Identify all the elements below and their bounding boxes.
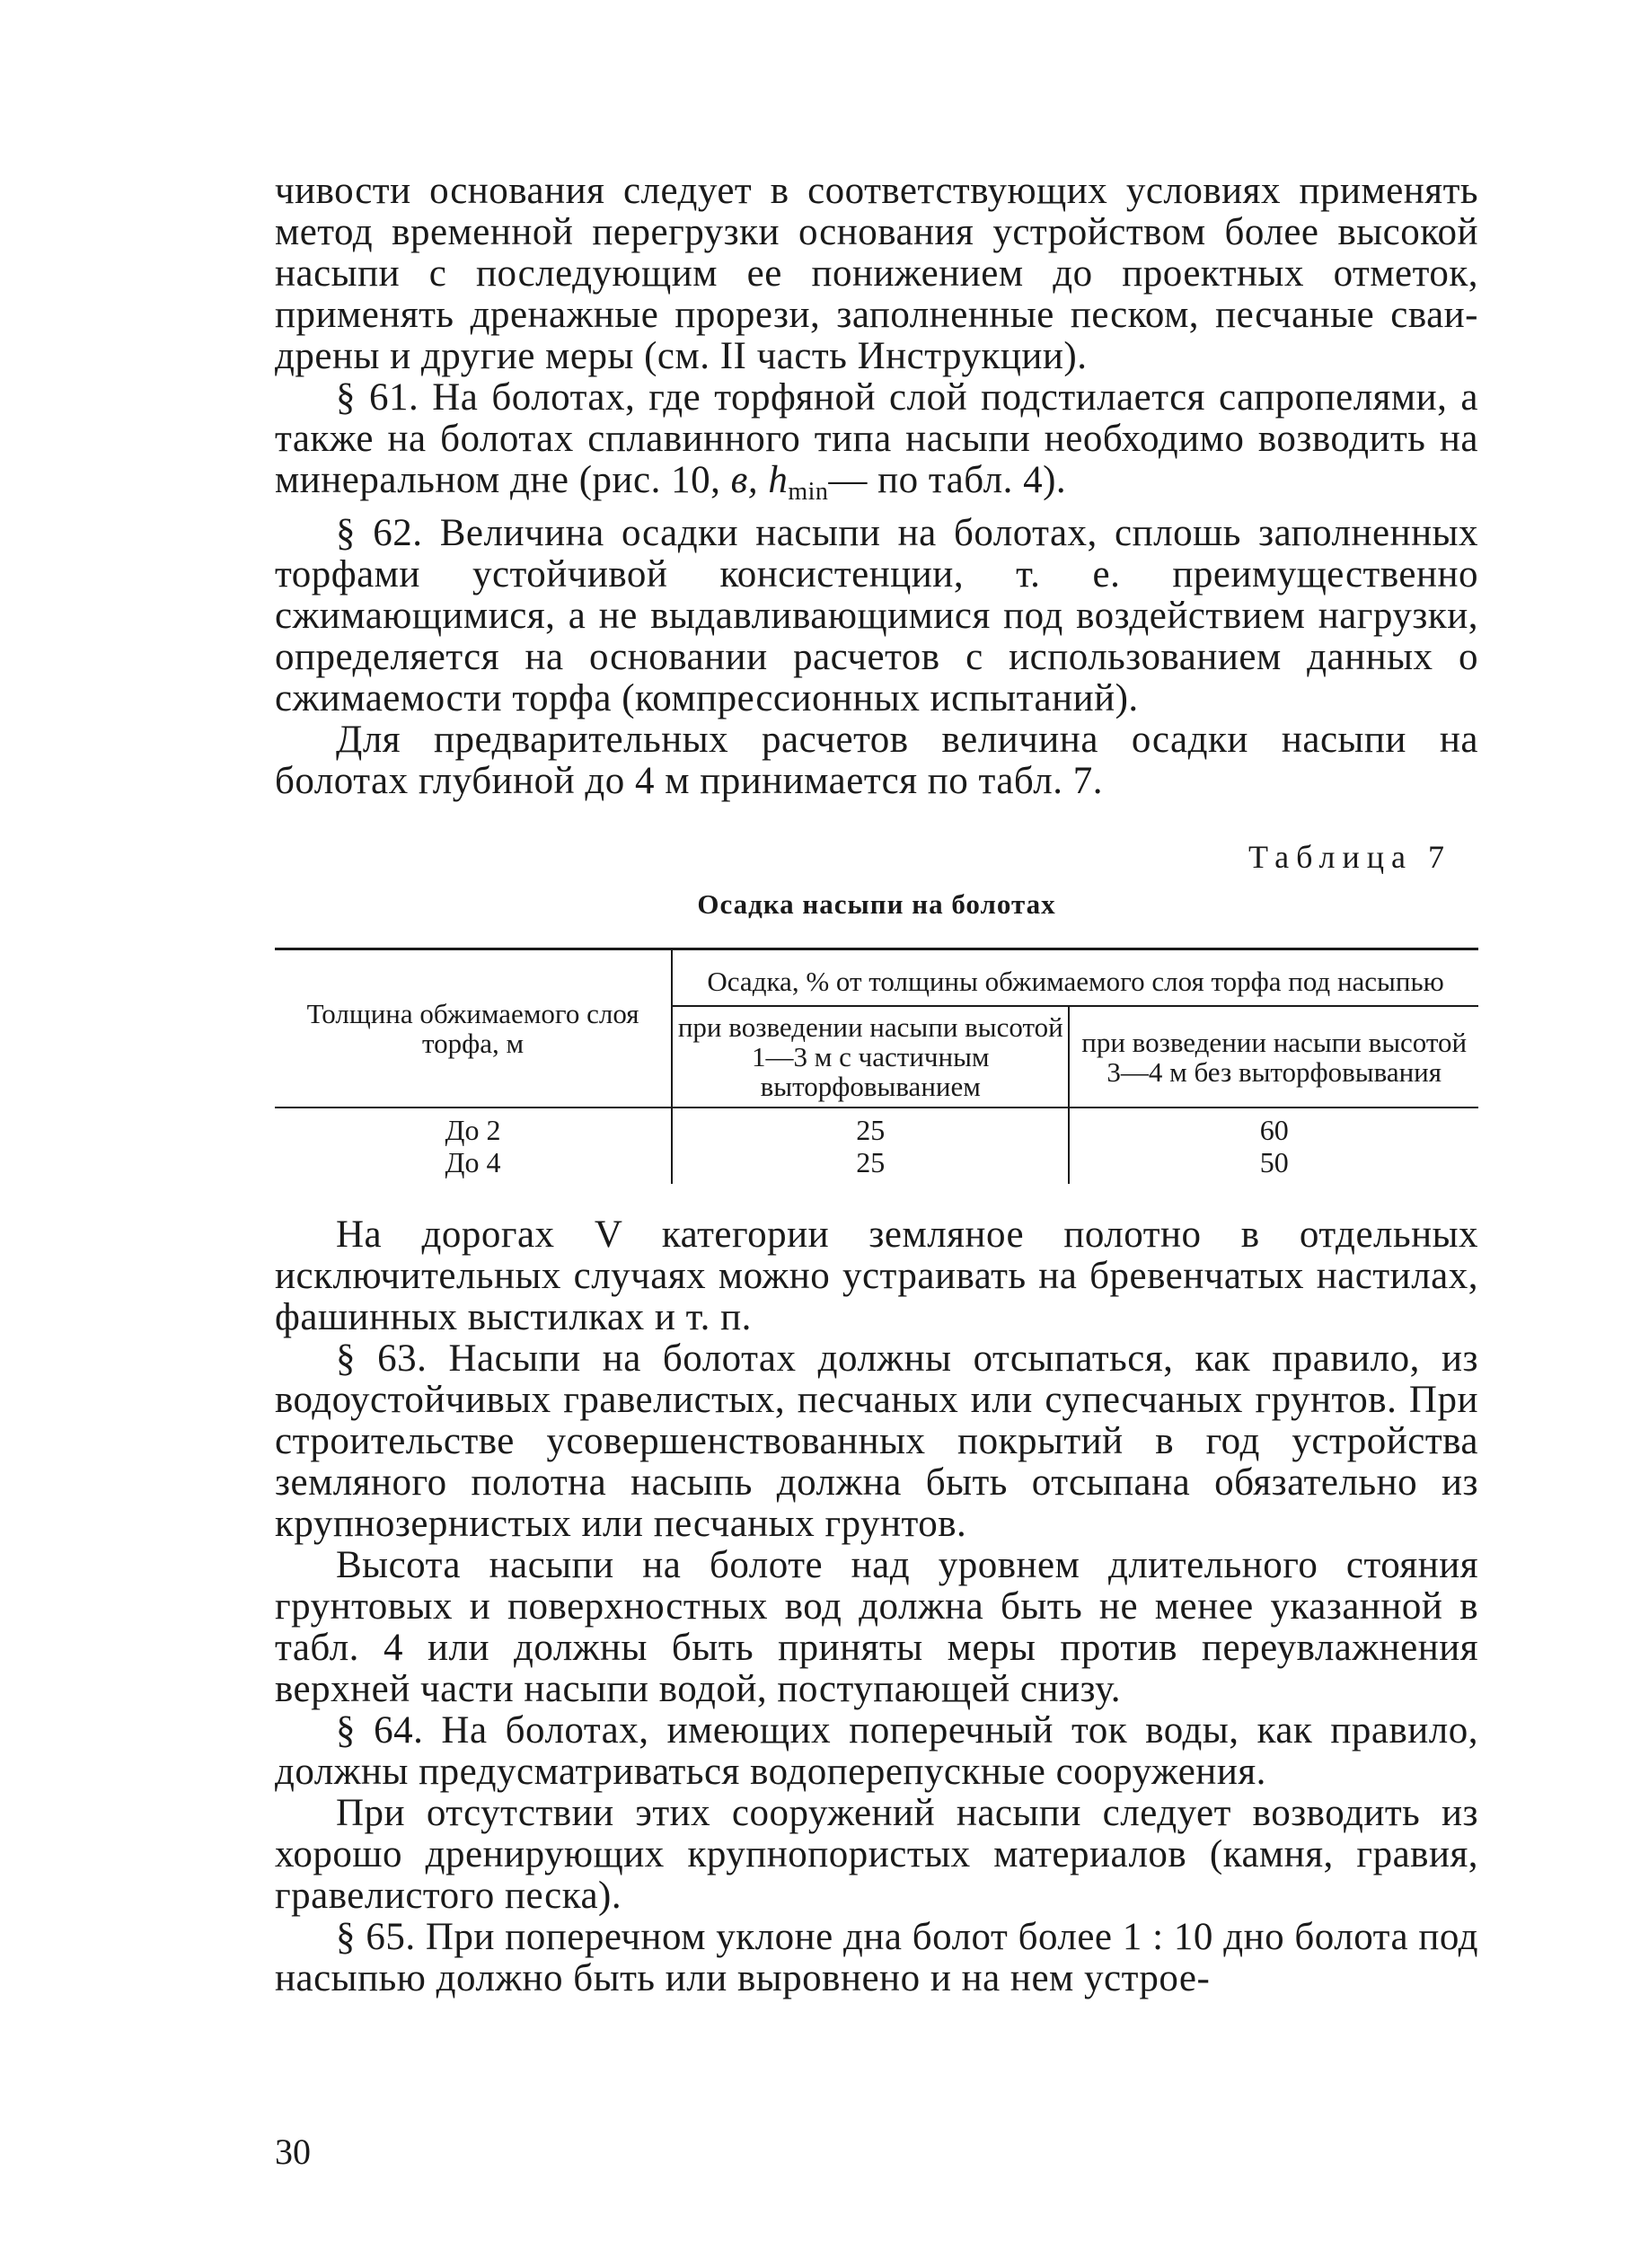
paragraph-61 xyxy=(275,377,1478,513)
paragraph-v-category: На дорогах V категории земляное полотно в отдельных исключительных случаях можно устраивать на бревенчатых настилах, фашинных выстилках и т. п. xyxy=(275,1213,1478,1338)
paragraph-64: § 64. На болотах, имеющих поперечный ток воды, как правило, должны предусматриваться водоперепускные сооружения. xyxy=(275,1709,1478,1793)
paragraph-continuation: чивости основания следует в соответствующих условиях применять метод временной перегрузки основания устройством более высокой насыпи с последующим ее понижением до проектных отметок, применять дренажные прорези, заполненные песком, песчаные сваи-дрены и другие меры (см. II часть Инструкции). xyxy=(275,170,1478,377)
paragraph-embankment-height: Высота насыпи на болоте над уровнем длительного стояния грунтовых и поверхностных вод должна быть не менее указанной в табл. 4 или должны быть приняты меры против переувлажнения верхней части насыпи водой, поступающей снизу. xyxy=(275,1544,1478,1710)
table-cell-thickness: До 4 xyxy=(445,1146,501,1178)
figure-letter: в, xyxy=(730,459,759,501)
col-partial-values xyxy=(672,1108,1069,1184)
col-without-values xyxy=(1069,1108,1478,1184)
paragraph-drainage-materials: При отсутствии этих сооружений насыпи следует возводить из хорошо дренирующих крупнопористых материалов (камня, гравия, гравелистого песка). xyxy=(275,1792,1478,1917)
table-cell-thickness: До 2 xyxy=(445,1114,501,1146)
paragraph-preliminary-calc: Для предварительных расчетов величина осадки насыпи на болотах глубиной до 4 м принимается по табл. 7. xyxy=(275,719,1478,802)
paragraph-61-text: § 61. На болотах, где торфяной слой подстилается сапропелями, а также на болотах сплавинного типа насыпи необходимо возводить на минеральном дне (рис. 10, xyxy=(275,376,1478,501)
header-settlement-group: Осадка, % от толщины обжимаемого слоя торфа под насыпью xyxy=(672,949,1478,1007)
paragraph-65: § 65. При поперечном уклоне дна болот более 1 : 10 дно болота под насыпью должно быть или выровнено и на нем устрое- xyxy=(275,1916,1478,1999)
table-number-label: Таблица 7 xyxy=(1248,839,1451,875)
table-cell-partial: 25 xyxy=(856,1146,886,1178)
text-after-table xyxy=(275,1214,1478,1999)
paragraph-63: § 63. Насыпи на болотах должны отсыпаться, как правило, из водоустойчивых гравелистых, песчаных или супесчаных грунтов. При строительстве усовершенствованных покрытий в год устройства земляного полотна насыпь должна быть отсыпана обязательно из крупнозернистых или песчаных грунтов. xyxy=(275,1337,1478,1545)
h-min-symbol: h xyxy=(768,459,789,501)
h-min-subscript: min xyxy=(788,478,829,506)
header-no-removal: при возведении насыпи высотой 3—4 м без выторфовывания xyxy=(1069,1006,1478,1108)
settlement-table xyxy=(275,948,1478,1184)
paragraph-62: § 62. Величина осадки насыпи на болотах, сплошь заполненных торфами устойчивой консистенции, т. е. преимущественно сжимающимися, а не выдавливающимися под воздействием нагрузки, определяется на основании расчетов с использованием данных о сжимаемости торфа (компрессионных испытаний). xyxy=(275,512,1478,719)
header-partial-removal: при возведении насыпи высотой 1—3 м с частичным выторфовыванием xyxy=(672,1006,1069,1108)
table-title: Осадка насыпи на болотах xyxy=(697,888,1056,920)
header-peat-thickness: Толщина обжимаемого слоя торфа, м xyxy=(275,949,672,1108)
table-body-row xyxy=(275,1108,1478,1184)
page-number: 30 xyxy=(275,2131,311,2172)
col-thickness-values xyxy=(275,1108,672,1184)
paragraph-61-tail: — по табл. 4). xyxy=(828,459,1067,501)
page-body xyxy=(275,171,1478,1999)
table-cell-partial: 25 xyxy=(856,1114,886,1146)
table-cell-without: 60 xyxy=(1259,1114,1289,1146)
table-cell-without: 50 xyxy=(1259,1146,1289,1178)
